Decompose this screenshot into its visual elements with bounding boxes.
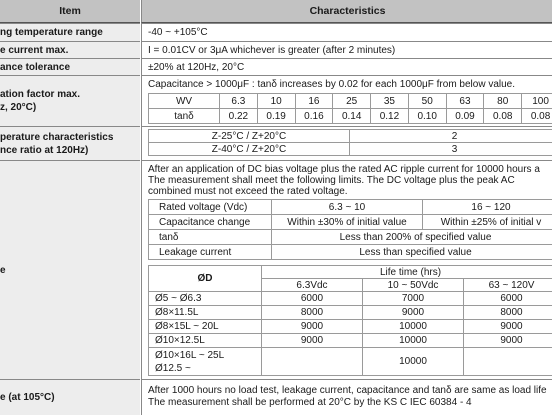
tan-value: 0.12 <box>371 109 409 124</box>
limits-label: Capacitance change <box>149 215 272 230</box>
header-characteristics: Characteristics <box>141 0 552 23</box>
case-size: Ø10×16L ~ 25L <box>155 349 261 362</box>
low-temp-value-cell <box>141 126 552 160</box>
tolerance-label: ance tolerance <box>0 61 140 74</box>
tan-value: 0.09 <box>446 109 484 124</box>
voltage-column-header: 10 ~ 50Vdc <box>363 279 464 292</box>
case-size: Ø8×15L ~ 20L <box>149 320 262 334</box>
tan-value: 0.08 <box>522 109 552 124</box>
wv-value: 35 <box>371 94 409 109</box>
life-hours: 8000 <box>464 306 552 320</box>
life-header-row <box>149 266 552 279</box>
tan-value: 0.16 <box>295 109 333 124</box>
life-row <box>149 348 552 376</box>
life-row <box>149 334 552 348</box>
temp-range-value: -40 ~ +105°C <box>148 27 208 38</box>
life-hours: 7000 <box>363 292 464 306</box>
tan-label: tanδ <box>149 109 220 124</box>
life-hours: 9000 <box>262 320 363 334</box>
life-hours: 9000 <box>464 334 552 348</box>
load-life-desc-line3: combined must not exceed the rated voltage. <box>148 186 348 197</box>
limits-value: 6.3 ~ 10 <box>272 200 423 215</box>
od-header: ØD <box>149 266 262 292</box>
life-hours-empty <box>262 348 363 376</box>
life-hours: 9000 <box>464 320 552 334</box>
impedance-ratio: 2 <box>350 130 552 143</box>
dissipation-label-line1: ation factor max. <box>0 88 140 101</box>
tan-row <box>149 109 552 124</box>
leakage-label: e current max. <box>0 44 140 57</box>
low-temp-label-line1: perature characteristics <box>0 131 140 144</box>
impedance-condition: Z-25°C / Z+20°C <box>149 130 350 143</box>
tan-value: 0.22 <box>220 109 258 124</box>
impedance-row <box>149 143 552 156</box>
wv-label: WV <box>149 94 220 109</box>
limits-row <box>149 200 552 215</box>
temp-range-label: ng temperature range <box>0 26 140 39</box>
shelf-life-label-cell <box>0 379 140 415</box>
life-hours: 10000 <box>363 320 464 334</box>
life-hours: 6000 <box>464 292 552 306</box>
life-hours: 6000 <box>262 292 363 306</box>
life-time-table <box>148 265 552 376</box>
impedance-row <box>149 130 552 143</box>
load-life-label-cell <box>0 160 140 379</box>
leakage-value-cell <box>141 41 552 58</box>
limits-label: Rated voltage (Vdc) <box>149 200 272 215</box>
life-hours: 9000 <box>262 334 363 348</box>
limits-label: tanδ <box>149 230 272 245</box>
limits-value: Less than specified value <box>272 245 552 260</box>
tolerance-label-cell <box>0 58 140 75</box>
case-size: Ø12.5 ~ <box>155 362 261 375</box>
load-life-label: e <box>0 264 140 277</box>
wv-value: 6.3 <box>220 94 258 109</box>
wv-row <box>149 94 552 109</box>
tan-value: 0.14 <box>333 109 371 124</box>
limits-value: Within ±25% of initial v <box>423 215 552 230</box>
limits-label: Leakage current <box>149 245 272 260</box>
tolerance-value: ±20% at 120Hz, 20°C <box>148 62 244 73</box>
wv-value: 63 <box>446 94 484 109</box>
life-hours: 10000 <box>363 348 464 376</box>
case-size: Ø5 ~ Ø6.3 <box>149 292 262 306</box>
tolerance-value-cell <box>141 58 552 75</box>
impedance-ratio: 3 <box>350 143 552 156</box>
wv-value: 50 <box>408 94 446 109</box>
life-hours-empty <box>464 348 552 376</box>
dissipation-label-cell <box>0 75 140 126</box>
tan-delta-table <box>148 93 552 124</box>
limits-value: Less than 200% of specified value <box>272 230 552 245</box>
shelf-life-line2: The measurement shall be performed at 20°C by the KS C IEC 60384 - 4 <box>148 397 472 408</box>
limits-row <box>149 230 552 245</box>
impedance-condition: Z-40°C / Z+20°C <box>149 143 350 156</box>
wv-value: 25 <box>333 94 371 109</box>
limits-value: Within ±30% of initial value <box>272 215 423 230</box>
low-temp-label-line2: nce ratio at 120Hz) <box>0 144 140 157</box>
shelf-life-label: e (at 105°C) <box>0 391 140 404</box>
leakage-value: I = 0.01CV or 3μA whichever is greater (after 2 minutes) <box>148 45 395 56</box>
low-temp-label-cell <box>0 126 140 160</box>
temp-range-label-cell <box>0 23 140 41</box>
load-life-desc-line2: The measurement shall meet the following limits. The DC voltage plus the peak AC <box>148 175 515 186</box>
wv-value: 80 <box>484 94 522 109</box>
life-hours: 10000 <box>363 334 464 348</box>
load-life-limits-table <box>148 199 552 260</box>
shelf-life-line1: After 1000 hours no load test, leakage current, capacitance and tanδ are same as load life <box>148 385 547 396</box>
temp-range-value-cell <box>141 23 552 41</box>
wv-value: 16 <box>295 94 333 109</box>
life-hours: 9000 <box>363 306 464 320</box>
wv-value: 100 <box>522 94 552 109</box>
header-item: Item <box>0 0 140 23</box>
case-size: Ø8×11.5L <box>149 306 262 320</box>
tan-value: 0.10 <box>408 109 446 124</box>
voltage-column-header: 6.3Vdc <box>262 279 363 292</box>
tan-value: 0.19 <box>257 109 295 124</box>
dissipation-value-cell <box>141 75 552 126</box>
life-hours: 8000 <box>262 306 363 320</box>
life-row <box>149 292 552 306</box>
limits-value: 16 ~ 120 <box>423 200 552 215</box>
limits-row <box>149 215 552 230</box>
case-size-group <box>149 348 262 376</box>
limits-row <box>149 245 552 260</box>
dissipation-label-line2: z, 20°C) <box>0 101 140 114</box>
life-row <box>149 306 552 320</box>
wv-value: 10 <box>257 94 295 109</box>
shelf-life-value-cell <box>141 379 552 415</box>
impedance-ratio-table <box>148 129 552 156</box>
leakage-label-cell <box>0 41 140 58</box>
tan-value: 0.08 <box>484 109 522 124</box>
life-row <box>149 320 552 334</box>
voltage-column-header: 63 ~ 120V <box>464 279 552 292</box>
dissipation-note: Capacitance > 1000μF : tanδ increases by 0.02 for each 1000μF from below value. <box>148 79 515 90</box>
life-time-header: Life time (hrs) <box>262 266 552 279</box>
case-size: Ø10×12.5L <box>149 334 262 348</box>
load-life-desc-line1: After an application of DC bias voltage plus the rated AC ripple current for 10000 hours a <box>148 164 540 175</box>
load-life-value-cell <box>141 160 552 379</box>
